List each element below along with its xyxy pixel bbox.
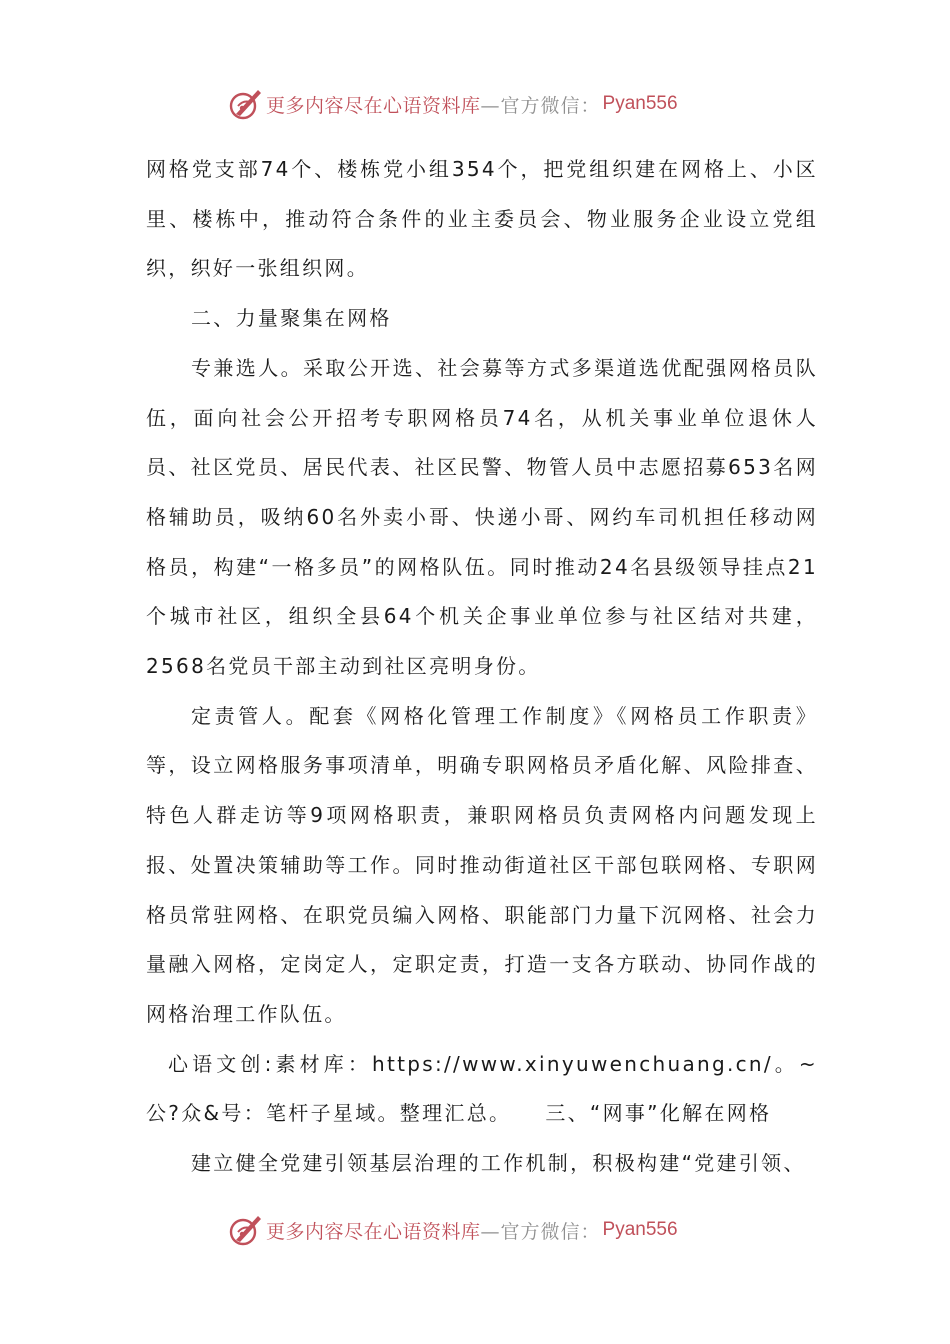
banner-slogan: 更多内容尽在心语资料库 — [266, 1220, 481, 1243]
paragraph-4: 建立健全党建引领基层治理的工作机制，积极构建“党建引领、 — [191, 1151, 806, 1176]
footer-banner — [228, 1210, 678, 1250]
banner-wechat-id: Pyan556 — [602, 93, 678, 114]
quill-seal-logo-icon — [228, 1212, 264, 1248]
banner-official-label: —官方微信： — [480, 1220, 601, 1243]
banner-official-label: —官方微信： — [480, 94, 601, 117]
section-heading-3: 三、“网事”化解在网格 — [545, 1101, 772, 1126]
document-body — [146, 145, 818, 1189]
header-banner — [228, 84, 678, 124]
banner-wechat-id: Pyan556 — [602, 1219, 678, 1240]
section-heading-2: 二、力量聚集在网格 — [191, 306, 392, 331]
paragraph-1: 网格党支部74个、楼栋党小组354个，把党组织建在网格上、小区里、楼栋中，推动符合条件的业主委员会、物业服务企业设立党组织，织好一张组织网。 — [146, 157, 818, 281]
paragraph-2: 专兼选人。采取公开选、社会募等方式多渠道选优配强网格员队伍，面向社会公开招考专职网格员74名，从机关事业单位退休人员、社区党员、居民代表、社区民警、物管人员中志愿招募653名网格辅助员，吸纳60名外卖小哥、快递小哥、网约车司机担任移动网格员，构建“一格多员”的网格队伍。同时推动24名县级领导挂点21个城市社区，组织全县64个机关企事业单位参与社区结对共建，2568名党员干部主动到社区亮明身份。 — [146, 355, 818, 679]
paragraph-3: 定责管人。配套《网格化管理工作制度》《网格员工作职责》等，设立网格服务事项清单，明确专职网格员矛盾化解、风险排查、特色人群走访等9项网格职责，兼职网格员负责网格内问题发现上报、处置决策辅助等工作。同时推动街道社区干部包联网格、专职网格员常驻网格、在职党员编入网格、职能部门力量下沉网格、社会力量融入网格，定岗定人，定职定责，打造一支各方联动、协同作战的网格治理工作队伍。 — [146, 703, 818, 1026]
banner-slogan: 更多内容尽在心语资料库 — [266, 94, 481, 117]
watermark-heading-line — [146, 1040, 818, 1139]
watermark-text: 心语文创:素材库：https://www.xinyuwenchuang.cn/。~公?众&号：笔杆子星域。整理汇总。 — [146, 1051, 818, 1126]
quill-seal-logo-icon — [228, 86, 264, 122]
